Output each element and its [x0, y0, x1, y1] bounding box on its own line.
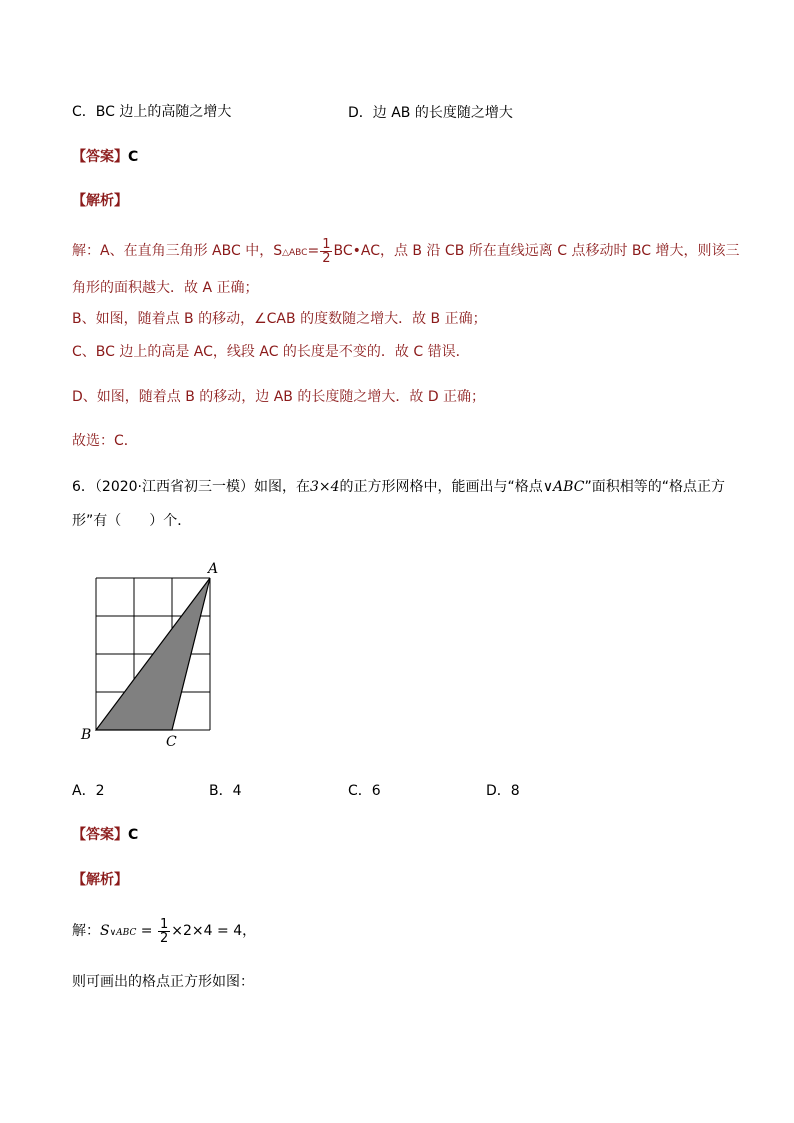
option-d: D．边 AB 的长度随之增大 [348, 105, 513, 121]
choose-line: 故选：C． [72, 433, 138, 449]
vertex-a-label: A [208, 561, 219, 577]
q6-stem-line-1: 6．（2020·江西省初三一模）如图，在3×4的正方形网格中，能画出与“格点∨ABC”面积相等的“格点正方 [72, 479, 725, 495]
solution-c: C、BC 边上的高是 AC，线段 AC 的长度是不变的．故 C 错误． [72, 344, 470, 360]
vertex-c-label: C [166, 734, 177, 750]
q6-answer-line [72, 825, 138, 845]
solution-line-1: 解：A、在直角三角形 ABC 中，S△ABC= $\frac{1}{2}$ BC•AC，点 B 沿 CB 所在直线远离 C 点移动时 BC 增大，则该三 [72, 236, 740, 266]
option-c: C．BC 边上的高随之增大 [72, 104, 232, 120]
q6-answer-label: 【答案】 [72, 827, 128, 843]
q6-option-c: C．6 [348, 783, 381, 799]
q6-fraction-half: $\frac{1}{2}$ [160, 916, 169, 946]
answer-value: C [128, 149, 139, 165]
q6-option-a: A．2 [72, 783, 105, 799]
fraction-half: $\frac{1}{2}$ [322, 236, 331, 266]
q6-option-d: D．8 [486, 783, 520, 799]
solution-line-2: 角形的面积越大．故 A 正确； [72, 280, 259, 296]
grid-figure [75, 558, 235, 753]
solution-d: D、如图，随着点 B 的移动，边 AB 的长度随之增大．故 D 正确； [72, 389, 486, 405]
q6-stem-line-2: 形”有（ ）个． [72, 513, 192, 529]
answer-label: 【答案】 [72, 149, 128, 165]
answer-line [72, 147, 138, 167]
q6-answer-value: C [128, 827, 139, 843]
q6-option-b: B．4 [209, 783, 242, 799]
analysis-label: 【解析】 [72, 193, 128, 209]
q6-analysis-label: 【解析】 [72, 872, 128, 888]
q6-solution-line: 解：S∨ABC = $\frac{1}{2}$ ×2×4 = 4， [72, 916, 257, 946]
solution-b: B、如图，随着点 B 的移动，∠CAB 的度数随之增大．故 B 正确； [72, 311, 487, 327]
vertex-b-label: B [81, 727, 92, 743]
q6-conclusion: 则可画出的格点正方形如图： [72, 974, 254, 990]
